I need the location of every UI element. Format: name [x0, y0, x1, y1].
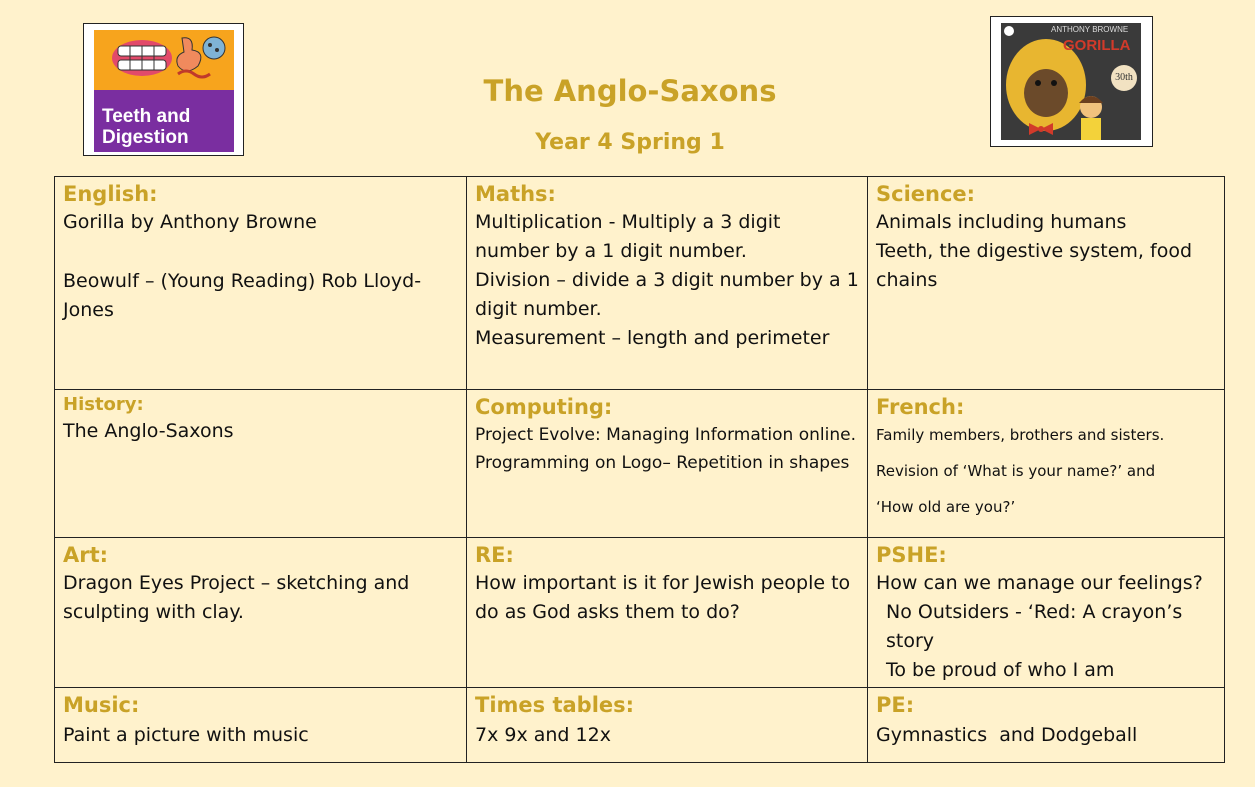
teeth-digestion-icon [94, 30, 234, 90]
history-heading: History: [63, 394, 144, 415]
history-line: The Anglo-Saxons [63, 420, 234, 442]
cell-music [55, 688, 467, 762]
cell-computing [467, 390, 868, 538]
french-heading: French: [876, 395, 965, 419]
re-heading: RE: [475, 543, 514, 567]
french-line: ‘How old are you?’ [876, 498, 1016, 516]
pshe-line: To be proud of who I am [886, 659, 1115, 681]
french-line: Revision of ‘What is your name?’ and [876, 462, 1156, 480]
pe-line: Gymnastics and Dodgeball [876, 724, 1138, 746]
music-heading: Music: [63, 693, 140, 717]
maths-line: Division – divide a 3 digit number by a 1 digit number. [475, 269, 859, 320]
cell-pshe [868, 538, 1224, 688]
curriculum-grid [54, 176, 1225, 763]
gorilla-book-cover [990, 16, 1153, 147]
english-line: Beowulf – (Young Reading) Rob Lloyd-Jones [63, 270, 422, 321]
logo-orange-band [94, 30, 234, 90]
cover-title: GORILLA [1063, 37, 1131, 54]
maths-line: Multiplication - Multiply a 3 digit number by a 1 digit number. [475, 211, 781, 262]
english-heading: English: [63, 182, 158, 206]
anniversary-badge: 30th [1111, 65, 1137, 91]
cover-author: ANTHONY BROWNE [1051, 25, 1129, 34]
cell-pe [868, 688, 1224, 762]
computing-line: Project Evolve: Managing Information online. [475, 425, 856, 445]
science-heading: Science: [876, 182, 976, 206]
french-line: Family members, brothers and sisters. [876, 426, 1165, 444]
times-tables-line: 7x 9x and 12x [475, 724, 611, 746]
page-title: The Anglo-Saxons [483, 74, 777, 108]
pshe-heading: PSHE: [876, 543, 947, 567]
pshe-line: How can we manage our feelings? [876, 572, 1203, 594]
english-line: Gorilla by Anthony Browne [63, 211, 317, 233]
cell-art [55, 538, 467, 688]
cell-english [55, 177, 467, 390]
pshe-line: No Outsiders - ‘Red: A crayon’s story [886, 601, 1183, 652]
computing-heading: Computing: [475, 395, 613, 419]
cover-image [1001, 23, 1141, 140]
cell-french [868, 390, 1224, 538]
computing-line: Programming on Logo– Repetition in shapes [475, 453, 850, 473]
pe-heading: PE: [876, 693, 915, 717]
science-line: Animals including humans [876, 211, 1127, 233]
science-line: Teeth, the digestive system, food chains [876, 240, 1193, 291]
re-line: How important is it for Jewish people to do as God asks them to do? [475, 572, 851, 623]
maths-heading: Maths: [475, 182, 556, 206]
cell-history [55, 390, 467, 538]
art-heading: Art: [63, 543, 109, 567]
cell-science [868, 177, 1224, 390]
cell-maths [467, 177, 868, 390]
cell-re [467, 538, 868, 688]
art-line: Dragon Eyes Project – sketching and sculpting with clay. [63, 572, 410, 623]
music-line: Paint a picture with music [63, 724, 309, 746]
times-tables-heading: Times tables: [475, 693, 635, 717]
maths-line: Measurement – length and perimeter [475, 327, 830, 349]
page-subtitle: Year 4 Spring 1 [535, 130, 725, 155]
teeth-digestion-logo [83, 23, 244, 156]
logo-label: Teeth and Digestion [102, 106, 191, 148]
cell-times-tables [467, 688, 868, 762]
